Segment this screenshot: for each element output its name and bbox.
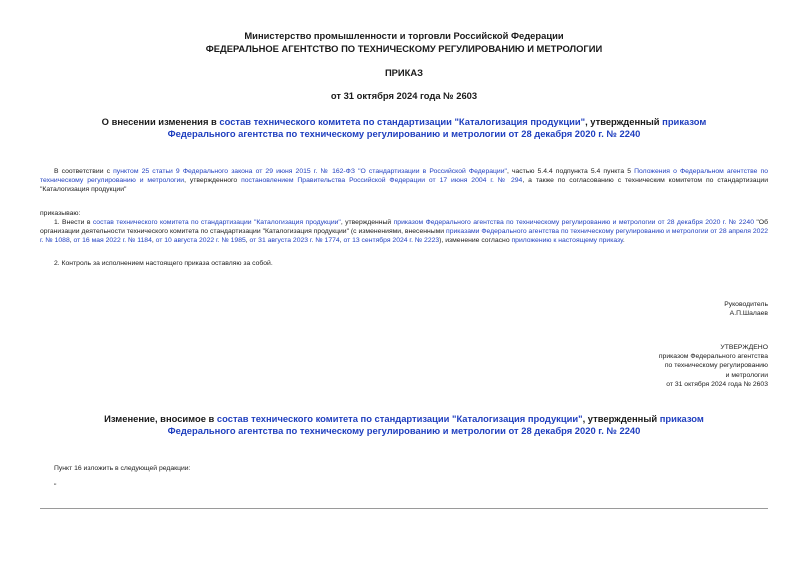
link-committee-composition[interactable]: состав технического комитета по стандартизации "Каталогизация продукции" [219, 116, 586, 127]
link-order-2223[interactable]: от 13 сентября 2024 г. № 2223 [343, 237, 440, 245]
approved-line: от 31 октября 2024 года № 2603 [666, 380, 768, 388]
link-order-2240[interactable]: приказом Федерального агентства по техническому регулированию и метрологии от 28 декабря 2020 г. № 2240 [167, 413, 704, 436]
item-2-paragraph: 2. Контроль за исполнением настоящего приказа оставляю за собой. [54, 260, 273, 267]
order-word: приказываю: [40, 210, 81, 217]
approved-line: по техническому регулированию [664, 362, 768, 370]
item-1-text: 1. Внести в [54, 219, 93, 226]
appendix-title-text: Изменение, вносимое в [104, 413, 217, 424]
item-1-paragraph [40, 218, 768, 246]
signature-block [724, 300, 768, 318]
appendix-title [70, 413, 738, 437]
link-appendix[interactable]: приложению к настоящему приказу [511, 237, 623, 245]
link-committee-composition[interactable]: состав технического комитета по стандартизации "Каталогизация продукции" [216, 413, 583, 424]
item-1-text: , [69, 237, 74, 245]
approved-line: приказом Федерального агентства [658, 353, 768, 361]
link-order-1774[interactable]: от 31 августа 2023 г. № 1774 [249, 237, 340, 245]
approval-block [659, 343, 768, 389]
order-title [70, 116, 738, 140]
quote-mark: " [54, 483, 57, 490]
preamble-text: , частью 5.4.4 подпункта 5.4 пункта 5 [506, 168, 635, 175]
agency-name: ФЕДЕРАЛЬНОЕ АГЕНТСТВО ПО ТЕХНИЧЕСКОМУ РЕГУЛИРОВАНИЮ И МЕТРОЛОГИИ [205, 43, 603, 54]
title-text: О внесении изменения в [101, 116, 220, 127]
link-committee-composition[interactable]: состав технического комитета по стандартизации "Каталогизация продукции" [92, 219, 341, 226]
link-federal-law-162[interactable]: пунктом 25 статьи 9 Федерального закона от 29 июня 2015 г. № 162-ФЗ "О стандартизации в Российской Федерации" [113, 168, 507, 175]
link-order-2240[interactable]: приказом Федерального агентства по техническому регулированию и метрологии от 28 декабря 2020 г. № 2240 [393, 219, 754, 226]
link-order-2240[interactable]: приказом Федерального агентства по техническому регулированию и метрологии от 28 декабря 2020 г. № 2240 [167, 116, 707, 139]
signatory-name: А.П.Шалаев [729, 310, 768, 318]
preamble-text: , а также по согласованию с техническим комитетом по стандартизации "Каталогизация продукции" [40, 177, 768, 194]
item-1-text: , [339, 237, 344, 245]
approved-label: УТВЕРЖДЕНО [720, 344, 768, 351]
approved-line: и метрологии [725, 371, 768, 379]
preamble-text: В соответствии с [54, 168, 114, 175]
appendix-text: Пункт 16 изложить в следующей редакции: [54, 465, 191, 472]
ministry-name: Министерство промышленности и торговли Российской Федерации [244, 30, 564, 41]
link-agency-regulation[interactable]: Положения о Федеральном агентстве по техническому регулированию и метрологии [40, 168, 768, 185]
item-1-text: , утвержденный [340, 219, 394, 226]
link-order-1985[interactable]: от 10 августа 2022 г. № 1985 [155, 237, 246, 245]
appendix-title-text: , утвержденный [582, 413, 660, 424]
item-1-text: . [622, 237, 625, 245]
signatory-role: Руководитель [724, 301, 768, 308]
item-1-text: ), изменение согласно [439, 237, 512, 245]
bottom-divider [40, 508, 768, 509]
item-1-text: "Об организации деятельности технического комитета по стандартизации "Каталогизация продукции" (с изменениями, внесенными [40, 219, 768, 236]
doc-type: ПРИКАЗ [384, 67, 424, 78]
preamble-text: , утвержденного [184, 177, 242, 185]
link-order-1184[interactable]: от 16 мая 2022 г. № 1184 [73, 237, 152, 245]
link-order-1088[interactable]: приказами Федерального агентства по техническому регулированию и метрологии от 28 апреля 2022 г. № 1088 [40, 228, 768, 245]
item-1-text: , [245, 237, 250, 245]
item-1-text: , [151, 237, 156, 245]
title-text: , утвержденный [585, 116, 663, 127]
link-government-resolution-294[interactable]: постановлением Правительства Российской Федерации от 17 июня 2004 г. № 294 [241, 177, 523, 185]
doc-date-number: от 31 октября 2024 года № 2603 [330, 90, 478, 101]
preamble-paragraph [40, 167, 768, 195]
